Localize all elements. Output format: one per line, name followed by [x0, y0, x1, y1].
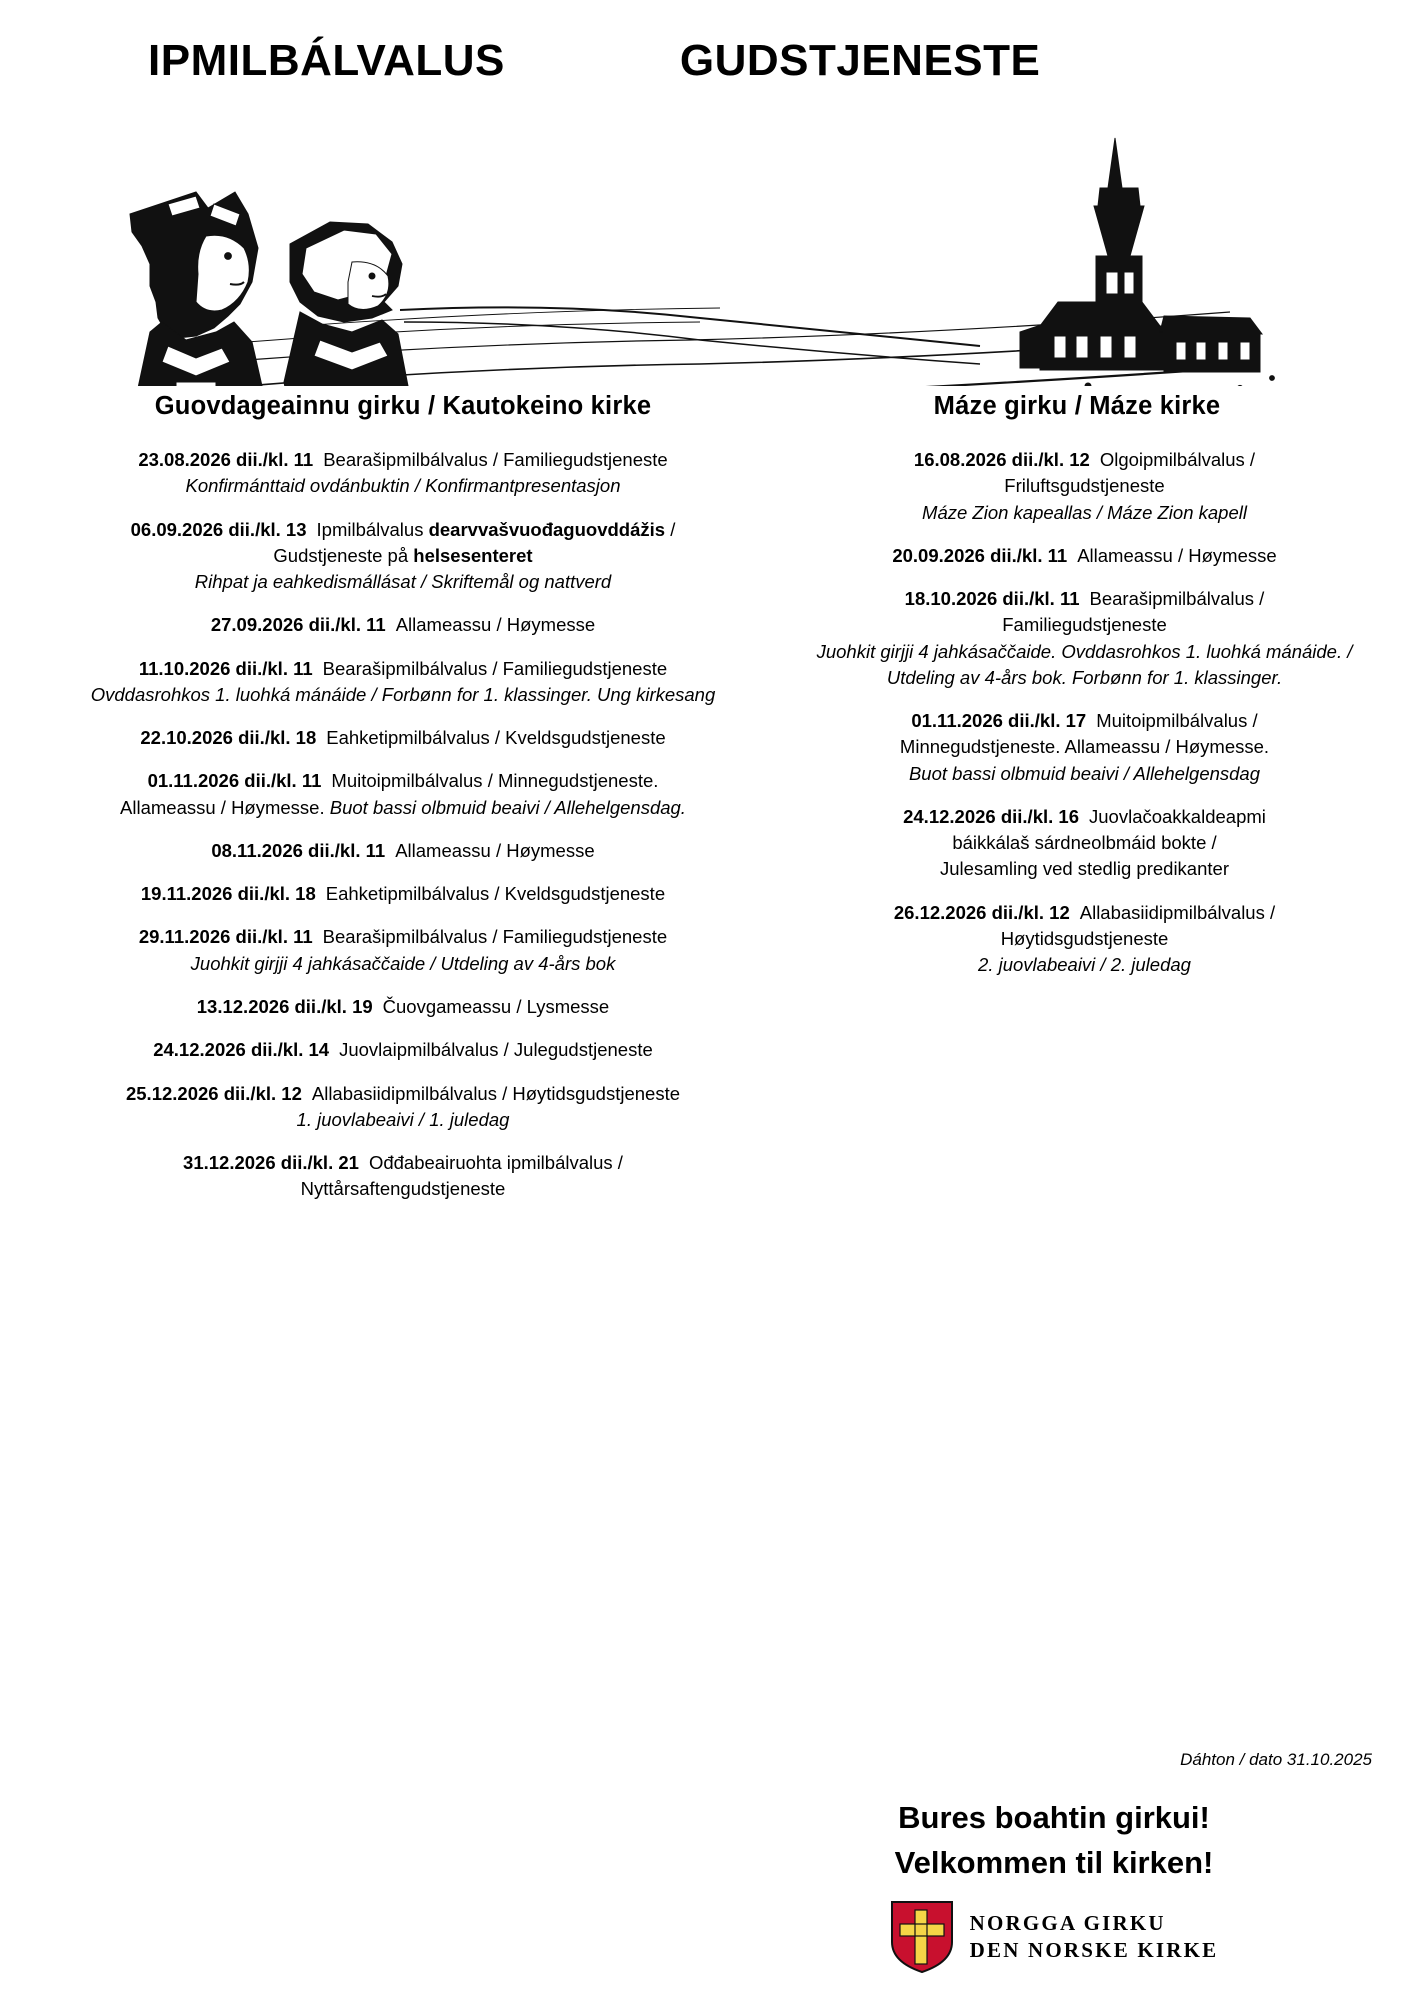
service-entry: [36, 517, 800, 596]
service-title-line2: Høytidsgudstjeneste: [1000, 927, 1169, 949]
page-title-sami: IPMILBÁLVALUS: [148, 36, 505, 85]
service-date: 29.11.2026 dii./kl. 11: [138, 926, 313, 948]
header-illustration: [0, 96, 1414, 386]
service-date: 27.09.2026 dii./kl. 11: [210, 614, 386, 636]
service-title: Ipmilbálvalus: [316, 518, 429, 540]
church-logo-line-sami: NORGGA GIRKU: [969, 1910, 1166, 1935]
service-title: Juovlačoakkaldeapmi: [1089, 805, 1266, 827]
service-title-line2: Friluftsgudstjeneste: [1004, 475, 1165, 497]
service-title-suffix: /: [665, 518, 676, 540]
service-title: Eahketipmilbálvalus / Kveldsgudstjeneste: [325, 883, 666, 905]
service-entry: [800, 586, 1414, 691]
footer: [724, 1750, 1384, 1974]
welcome-line-norwegian: Velkommen til kirken!: [894, 1845, 1214, 1881]
header: [0, 0, 1414, 86]
church-logo-text: [970, 1910, 1219, 1965]
service-entry: [800, 447, 1414, 526]
service-title-line2-emphasis: helsesenteret: [413, 544, 533, 566]
service-title: Bearašipmilbálvalus /: [1089, 588, 1265, 610]
service-title: Bearašipmilbálvalus / Familiegudstjeneste: [323, 449, 668, 470]
service-date: 19.11.2026 dii./kl. 18: [140, 883, 316, 905]
service-date: 18.10.2026 dii./kl. 11: [904, 588, 1080, 610]
service-entry: [36, 725, 800, 751]
service-note-line2: Utdeling av 4-års bok. Forbønn for 1. klassinger.: [886, 666, 1283, 688]
service-title-line2: Familiegudstjeneste: [1002, 614, 1167, 636]
service-title: Allameassu / Høymesse: [395, 614, 596, 636]
service-entry: [36, 447, 800, 500]
service-note: Ovddasrohkos 1. luohká mánáide / Forbønn for 1. klassinger. Ung kirkesang: [90, 683, 716, 705]
service-date: 24.12.2026 dii./kl. 16: [903, 805, 1079, 827]
service-date: 26.12.2026 dii./kl. 12: [893, 901, 1070, 923]
service-title: Ođđabeairuohta ipmilbálvalus /: [368, 1152, 623, 1174]
service-title-line2: Nyttårsaftengudstjeneste: [300, 1178, 506, 1200]
service-note: Máze Zion kapeallas / Máze Zion kapell: [922, 501, 1247, 523]
service-title: Čuovgameassu / Lysmesse: [382, 995, 610, 1017]
service-entry: [800, 708, 1414, 787]
church-logo-line-norwegian: DEN NORSKE KIRKE: [969, 1938, 1219, 1962]
service-entry: [36, 881, 800, 907]
service-note: Buot bassi olbmuid beaivi / Allehelgensdag.: [329, 796, 686, 818]
service-date: 01.11.2026 dii./kl. 11: [147, 770, 322, 792]
service-date: 20.09.2026 dii./kl. 11: [892, 544, 1068, 566]
service-title: Bearašipmilbálvalus / Familiegudstjeneste: [322, 926, 668, 948]
service-title-emphasis: dearvvašvuođaguovddážis: [428, 518, 666, 540]
page-title-norwegian: GUDSTJENESTE: [679, 36, 1041, 85]
service-title: Olgoipmilbálvalus /: [1099, 449, 1256, 470]
column-maze: [800, 392, 1414, 996]
service-entry: [800, 543, 1414, 569]
column-kautokeino: [0, 392, 800, 1220]
service-date: 23.08.2026 dii./kl. 11: [138, 449, 314, 470]
service-title-line2: báikkálaš sárdneolbmáid bokte /: [952, 832, 1217, 854]
service-title: Allabasiidipmilbálvalus / Høytidsgudstjeneste: [311, 1082, 680, 1104]
service-note: Juohkit girjji 4 jahkásaččaide / Utdeling av 4-års bok: [190, 952, 616, 974]
welcome-message: [724, 1796, 1384, 1886]
service-date: 22.10.2026 dii./kl. 18: [140, 727, 317, 749]
column-heading-maze: Máze girku / Máze kirke: [933, 392, 1221, 420]
service-entry: [800, 900, 1414, 979]
service-title: Bearašipmilbálvalus / Familiegudstjeneste: [322, 657, 668, 679]
column-heading-kautokeino: Guovdageainnu girku / Kautokeino kirke: [154, 392, 652, 420]
church-logo: [724, 1900, 1384, 1974]
service-note: Buot bassi olbmuid beaivi / Allehelgensdag: [908, 762, 1261, 784]
service-title: Allameassu / Høymesse: [1077, 544, 1277, 566]
service-date: 31.12.2026 dii./kl. 21: [183, 1152, 359, 1174]
service-title: Allameassu / Høymesse: [395, 839, 595, 861]
service-entry: [36, 924, 800, 977]
service-entry: [36, 1150, 800, 1203]
publication-date: Dáhton / dato 31.10.2025: [1180, 1750, 1372, 1770]
service-date: 01.11.2026 dii./kl. 17: [911, 710, 1087, 732]
service-entry: [36, 994, 800, 1020]
service-note: 2. juovlabeaivi / 2. juledag: [978, 954, 1191, 976]
service-note: Rihpat ja eahkedismállásat / Skriftemål og nattverd: [194, 571, 612, 593]
service-entry: [36, 768, 800, 821]
service-title: Eahketipmilbálvalus / Kveldsgudstjeneste: [326, 727, 666, 749]
service-date: 25.12.2026 dii./kl. 12: [125, 1082, 302, 1104]
service-title: Muitoipmilbálvalus / Minnegudstjeneste.: [331, 770, 659, 792]
welcome-line-sami: Bures boahtin girkui!: [898, 1800, 1210, 1836]
service-entry: [36, 1037, 800, 1063]
service-date: 11.10.2026 dii./kl. 11: [138, 657, 313, 679]
service-title: Juovlaipmilbálvalus / Julegudstjeneste: [339, 1039, 653, 1061]
service-title: Allabasiidipmilbálvalus /: [1079, 901, 1276, 923]
service-date: 08.11.2026 dii./kl. 11: [211, 839, 386, 861]
service-entry: [36, 656, 800, 709]
service-entry: [36, 1081, 800, 1134]
service-entry: [800, 804, 1414, 883]
service-entry: [36, 838, 800, 864]
service-date: 24.12.2026 dii./kl. 14: [153, 1039, 330, 1061]
service-title: Muitoipmilbálvalus /: [1096, 710, 1258, 732]
service-title-line3: Julesamling ved stedlig predikanter: [940, 858, 1229, 880]
service-date: 16.08.2026 dii./kl. 12: [913, 449, 1090, 470]
service-entry: [36, 612, 800, 638]
service-date: 13.12.2026 dii./kl. 19: [196, 995, 373, 1017]
service-title-line2: Gudstjeneste på: [273, 544, 414, 566]
service-note: Konfirmánttaid ovdánbuktin / Konfirmantpresentasjon: [185, 475, 621, 497]
service-note: 1. juovlabeaivi / 1. juledag: [296, 1108, 510, 1130]
service-note-prefix: Allameassu / Høymesse.: [120, 796, 330, 818]
schedule-columns: [0, 392, 1414, 1220]
service-date: 06.09.2026 dii./kl. 13: [130, 518, 307, 540]
service-title-line2: Minnegudstjeneste. Allameassu / Høymesse.: [899, 736, 1270, 758]
service-note: Juohkit girjji 4 jahkásaččaide. Ovddasrohkos 1. luohká mánáide. /: [816, 640, 1353, 662]
norwegian-church-shield-icon: [890, 1900, 954, 1974]
